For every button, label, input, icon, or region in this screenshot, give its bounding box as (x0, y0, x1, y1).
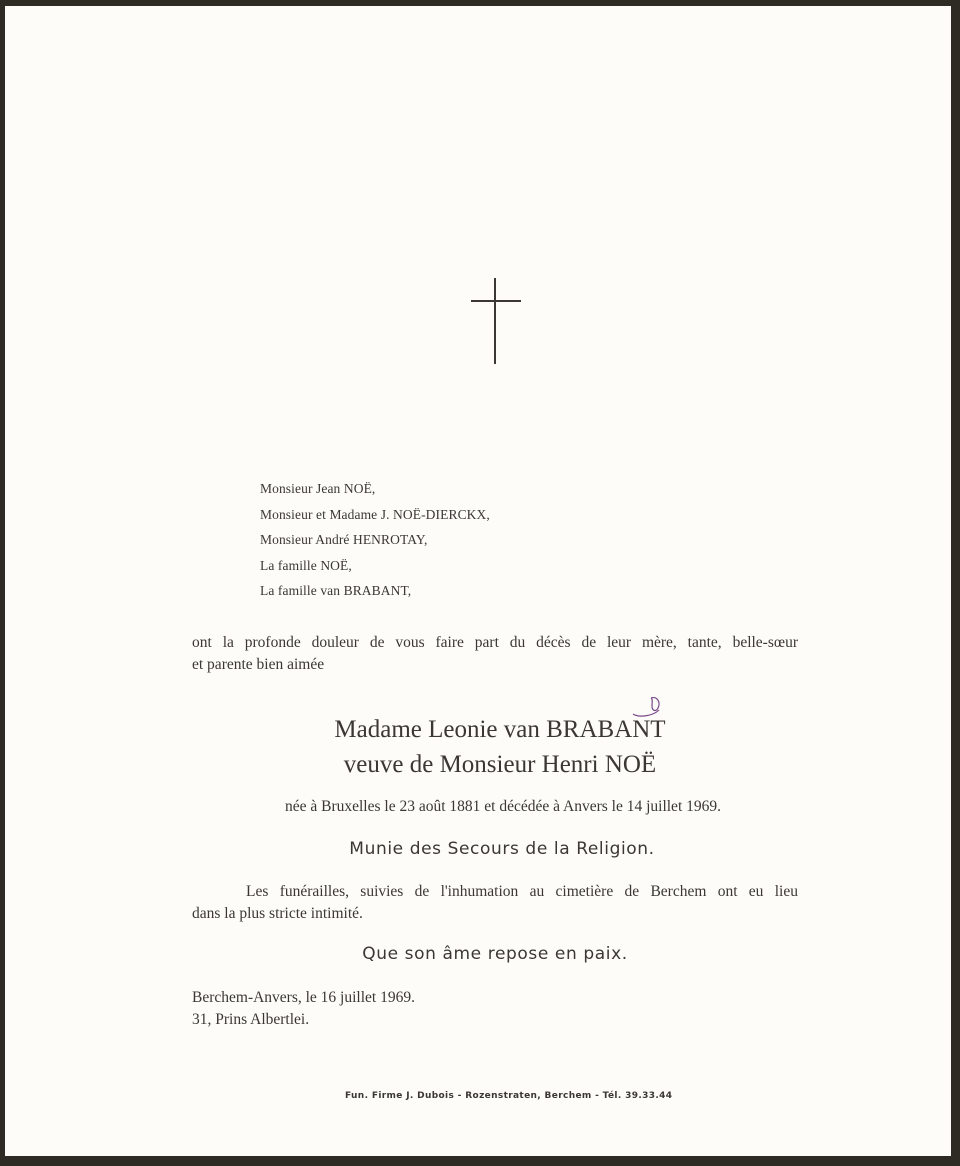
deceased-block (192, 712, 798, 782)
religion-line: Munie des Secours de la Religion. (349, 839, 655, 859)
address: 31, Prins Albertlei. (192, 1011, 310, 1028)
announcement-line: et parente bien aimée (192, 656, 325, 673)
announcement-line: ont la profonde douleur de vous faire part du décès de leur mère, tante, belle-sœur (192, 634, 798, 651)
family-member: La famille van BRABANT, (260, 583, 412, 599)
place-block (192, 987, 415, 1031)
printer-credit: Fun. Firme J. Dubois - Rozenstraten, Berchem - Tél. 39.33.44 (345, 1091, 673, 1101)
funerals-paragraph (192, 881, 798, 925)
family-list (260, 476, 490, 604)
family-member: Monsieur André HENROTAY, (260, 532, 428, 548)
funerals-line: dans la plus stricte intimité. (192, 905, 363, 922)
family-member: Monsieur et Madame J. NOË-DIERCKX, (260, 506, 490, 522)
blessing-line: Que son âme repose en paix. (362, 944, 628, 964)
family-member: Monsieur Jean NOË, (260, 481, 376, 496)
place-date: Berchem-Anvers, le 16 juillet 1969. (192, 989, 415, 1006)
birth-death-dates: née à Bruxelles le 23 août 1881 et décédée à Anvers le 14 juillet 1969. (284, 798, 721, 815)
cross-icon (471, 278, 521, 364)
announcement-paragraph (192, 632, 798, 676)
deceased-name: Madame Leonie van BRABANT (334, 716, 666, 743)
funerals-line: Les funérailles, suivies de l'inhumation au cimetière de Berchem ont eu lieu (246, 883, 798, 900)
family-member: La famille NOË, (260, 557, 352, 573)
handwritten-pen-mark (631, 694, 667, 718)
widow-of-line: veuve de Monsieur Henri NOË (343, 751, 657, 778)
